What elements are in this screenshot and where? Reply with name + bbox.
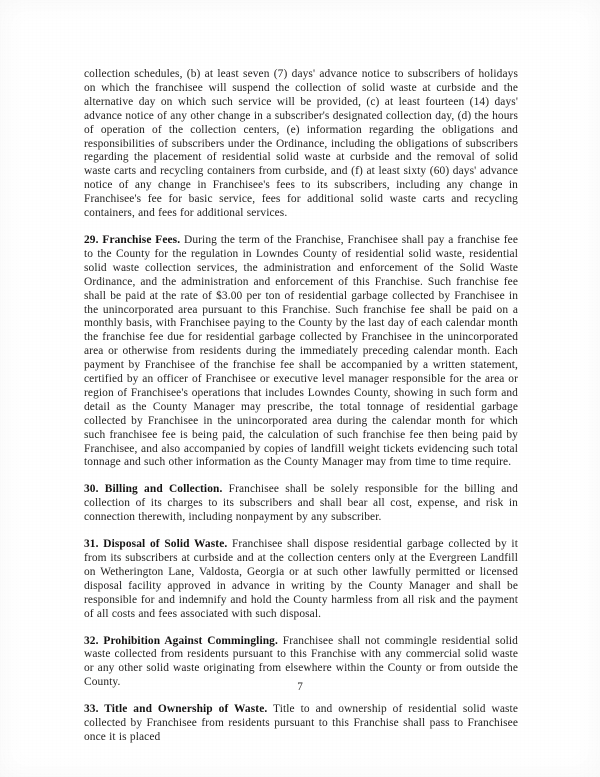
paragraph-29-franchise-fees (84, 234, 518, 470)
paragraph-30-billing-and-collection (84, 483, 518, 525)
paragraph-text-29: During the term of the Franchise, Franchisee shall pay a franchise fee to the County for the regulation in Lowndes County of residential solid waste, residential solid waste collection services, the administration and enforcement of the Solid Waste Ordinance, and the administration and enforcement of this Franchise. Such franchise fee shall be paid at the rate of $3.00 per ton of residential garbage collected by Franchisee in the unincorporated area pursuant to this Franchise. Such franchise fee shall be paid on a monthly basis, with Franchisee paying to the County by the last day of each calendar month the franchise fee due for residential garbage collected by Franchisee in the unincorporated area or otherwise from residents during the immediately preceding calendar month. Each payment by Franchisee of the franchise fee shall be accompanied by a written statement, certified by an officer of Franchisee or executive level manager responsible for the area or region of Franchisee's operations that includes Lowndes County, showing in such form and detail as the County Manager may prescribe, the total tonnage of residential garbage collected by Franchisee in the unincorporated area during the calendar month for which such franchisee fee is being paid, the calculation of such franchise fee then being paid by Franchisee, and also accompanied by copies of landfill weight tickets evidencing such total tonnage and such other information as the County Manager may from time to time require. (84, 233, 518, 469)
section-heading-31: 31. Disposal of Solid Waste. (84, 538, 228, 551)
paragraph-33-title-and-ownership-of-waste (84, 703, 518, 745)
section-heading-29: 29. Franchise Fees. (84, 233, 181, 246)
paragraph-text-32: Franchisee shall not commingle residential solid waste collected from residents pursuant to this Franchise with any commercial solid waste or any other solid waste originating from elsewhere within the County or from outside the County. (84, 634, 518, 689)
paragraph-text: collection schedules, (b) at least seven (7) days' advance notice to subscribers of holidays on which the franchisee will suspend the collection of solid waste at curbside and the alternative day on which such service will be provided, (c) at least fourteen (14) days' advance notice of any other change in a subscriber's designated collection day, (d) the hours of operation of the collection centers, (e) information regarding the obligations and responsibilities of subscribers under the Ordinance, including the obligations of subscribers regarding the placement of residential solid waste at curbside and the removal of solid waste carts and recycling containers from curbside, and (f) at least sixty (60) days' advance notice of any change in Franchisee's fees to its subscribers, including any change in Franchisee's fee for basic service, fees for additional solid waste carts and recycling containers, and fees for additional services. (84, 68, 518, 220)
page-number: 7 (297, 681, 303, 693)
paragraph-31-disposal-of-solid-waste (84, 538, 518, 621)
paragraph-text-31: Franchisee shall dispose residential garbage collected by it from its subscribers at curbside and at the collection centers only at the Evergreen Landfill on Wetherington Lane, Valdosta, Georgia or at such other lawfully permitted or licensed disposal facility approved in advance in writing by the County Manager and shall be responsible for and indemnify and hold the County harmless from all risk and the payment of all costs and fees associated with such disposal. (84, 538, 518, 620)
paragraph-continued-notice (84, 68, 518, 221)
paragraph-text-33: Title to and ownership of residential solid waste collected by Franchisee from residents pursuant to this Franchise shall pass to Franchisee once it is placed (84, 703, 518, 743)
section-heading-32: 32. Prohibition Against Commingling. (84, 634, 278, 647)
section-heading-30: 30. Billing and Collection. (84, 483, 223, 496)
section-heading-33: 33. Title and Ownership of Waste. (84, 703, 268, 716)
page-text-body (84, 68, 518, 745)
paragraph-text-30: Franchisee shall be solely responsible for the billing and collection of its charges to its subscribers and shall bear all cost, expense, and risk in connection therewith, including nonpayment by any subscriber. (84, 483, 518, 524)
